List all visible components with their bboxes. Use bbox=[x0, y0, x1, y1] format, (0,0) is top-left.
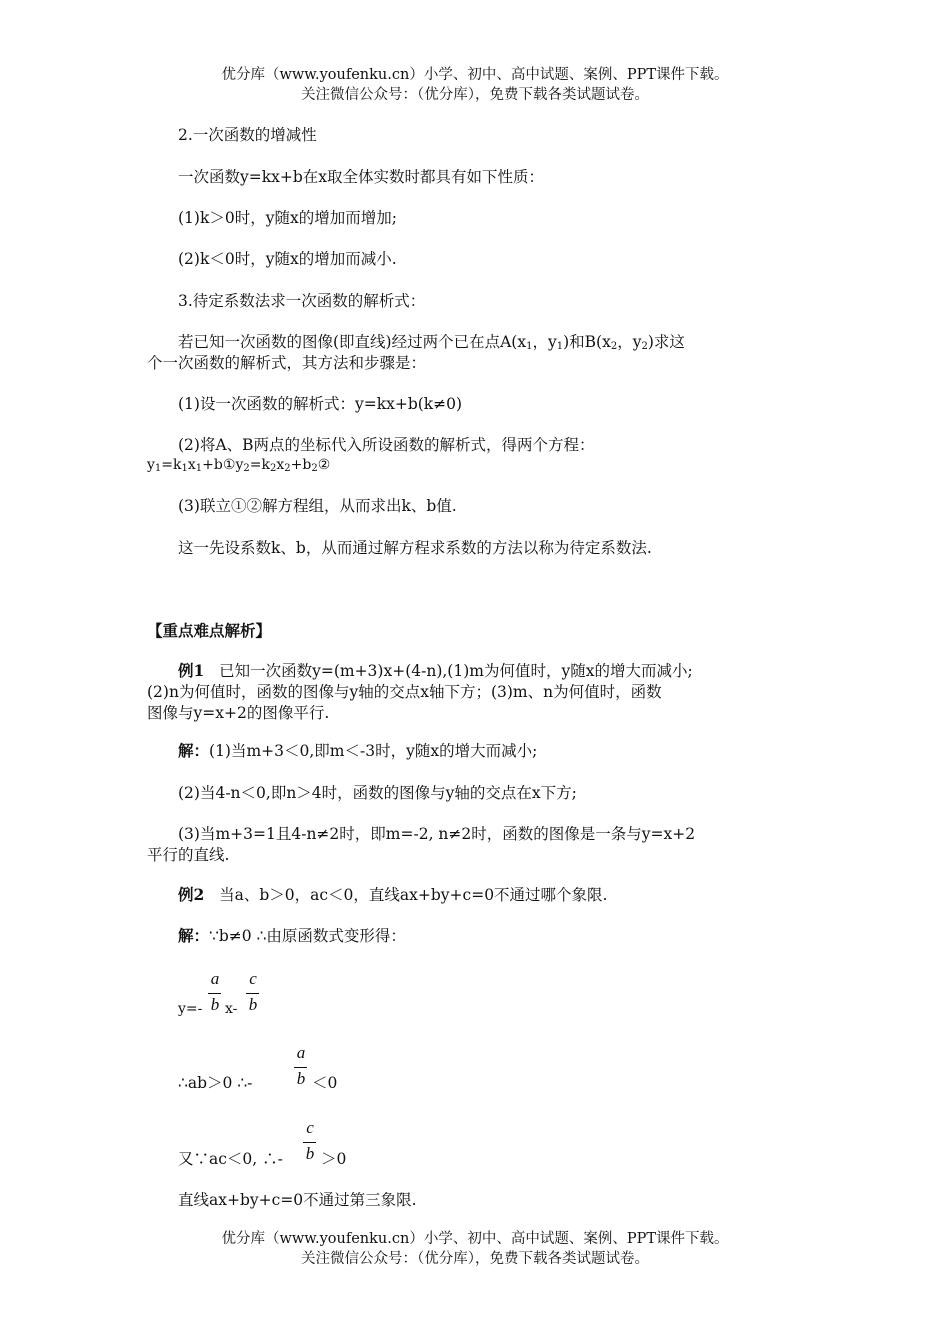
solution1-line4: 平行的直线. bbox=[147, 846, 230, 864]
fraction-denominator-b: b bbox=[305, 1144, 315, 1163]
fraction-denominator-b: b bbox=[296, 1069, 306, 1088]
example2-line: 例2 当a、b＞0，ac＜0，直线ax+by+c=0不通过哪个象限. bbox=[178, 885, 608, 904]
example1-line2: (2)n为何值时，函数的图像与y轴的交点x轴下方；(3)m、n为何值时，函数 bbox=[147, 683, 662, 701]
section3-summary: 这一先设系数k、b，从而通过解方程求系数的方法以称为待定系数法. bbox=[178, 539, 652, 557]
page-footer-line1: 优分库（www.youfenku.cn）小学、初中、高中试题、案例、PPT课件下载。 bbox=[221, 1231, 729, 1247]
solution1-line2: (2)当4-n＜0,即n＞4时，函数的图像与y轴的交点在x下方; bbox=[178, 784, 577, 802]
fraction-denominator-b: b bbox=[248, 995, 258, 1014]
section3-intro-line2: 个一次函数的解析式，其方法和步骤是： bbox=[147, 354, 427, 372]
example1-line1: 例1 已知一次函数y=(m+3)x+(4-n),(1)m为何值时，y随x的增大而减小; bbox=[178, 661, 693, 680]
solution1-line3: (3)当m+3=1且4-n≠2时，即m=-2, n≠2时，函数的图像是一条与y=x+2 bbox=[178, 825, 696, 843]
ab-inequality-tail: ＜0 bbox=[312, 1074, 338, 1092]
example1-line3: 图像与y=x+2的图像平行. bbox=[147, 704, 330, 722]
fraction-numerator-a: a bbox=[296, 1043, 306, 1062]
section2-title: 2.一次函数的增减性 bbox=[178, 126, 317, 144]
analysis-heading: 【重点难点解析】 bbox=[147, 621, 272, 640]
equation-pair: $y_1=k_1x_1+b①y_2=k_2x_2+b_2②$ bbox=[147, 457, 331, 474]
solution1-line1: 解：(1)当m+3＜0,即m＜-3时，y随x的增大而减小; bbox=[178, 741, 538, 760]
equation-y-prefix: y=- bbox=[178, 1001, 203, 1017]
example2-label: 例2 bbox=[178, 885, 205, 904]
example1-label: 例1 bbox=[178, 661, 205, 680]
fraction-bar bbox=[303, 1142, 316, 1143]
section2-point1: (1)k＞0时，y随x的增加而增加; bbox=[178, 209, 397, 227]
section3-intro: 若已知一次函数的图像(即直线)经过两个已在点$A(x_1$，$y_1$)和$B(x_2$，$y_2$)求这 bbox=[178, 333, 685, 352]
equation-x-term: x- bbox=[225, 1001, 238, 1017]
fraction-numerator-c: c bbox=[306, 1118, 314, 1137]
fraction-denominator-b: b bbox=[210, 995, 220, 1014]
fraction-numerator-c: c bbox=[249, 969, 257, 988]
section3-title: 3.待定系数法求一次函数的解析式： bbox=[178, 292, 426, 310]
fraction-bar bbox=[246, 993, 259, 994]
page-header-line1: 优分库（www.youfenku.cn）小学、初中、高中试题、案例、PPT课件下载。 bbox=[221, 67, 729, 83]
solution2-label: 解： bbox=[178, 926, 210, 945]
fraction-bar bbox=[294, 1067, 307, 1068]
section3-step3: (3)联立①②解方程组，从而求出k、b值. bbox=[178, 497, 457, 515]
section2-point2: (2)k＜0时，y随x的增加而减小. bbox=[178, 250, 397, 268]
ac-inequality-tail: ＞0 bbox=[321, 1150, 347, 1168]
page-header-line2: 关注微信公众号：（优分库），免费下载各类试题试卷。 bbox=[301, 87, 649, 103]
section3-step2: (2)将A、B两点的坐标代入所设函数的解析式，得两个方程： bbox=[178, 436, 595, 454]
ab-statement: ∴ab＞0 ∴- bbox=[178, 1074, 253, 1092]
fraction-bar bbox=[208, 993, 221, 994]
solution-label: 解： bbox=[178, 741, 210, 760]
conclusion: 直线ax+by+c=0不通过第三象限. bbox=[178, 1191, 417, 1209]
solution2-line: 解：∵b≠0 ∴由原函数式变形得： bbox=[178, 926, 406, 945]
section3-step1: (1)设一次函数的解析式：y=kx+b(k≠0) bbox=[178, 395, 463, 413]
fraction-numerator-a: a bbox=[210, 969, 220, 988]
page-footer-line2: 关注微信公众号：（优分库），免费下载各类试题试卷。 bbox=[301, 1251, 649, 1267]
ac-statement: 又∵ac＜0, ∴- bbox=[178, 1150, 283, 1168]
section2-intro: 一次函数y=kx+b在x取全体实数时都具有如下性质： bbox=[178, 168, 545, 186]
